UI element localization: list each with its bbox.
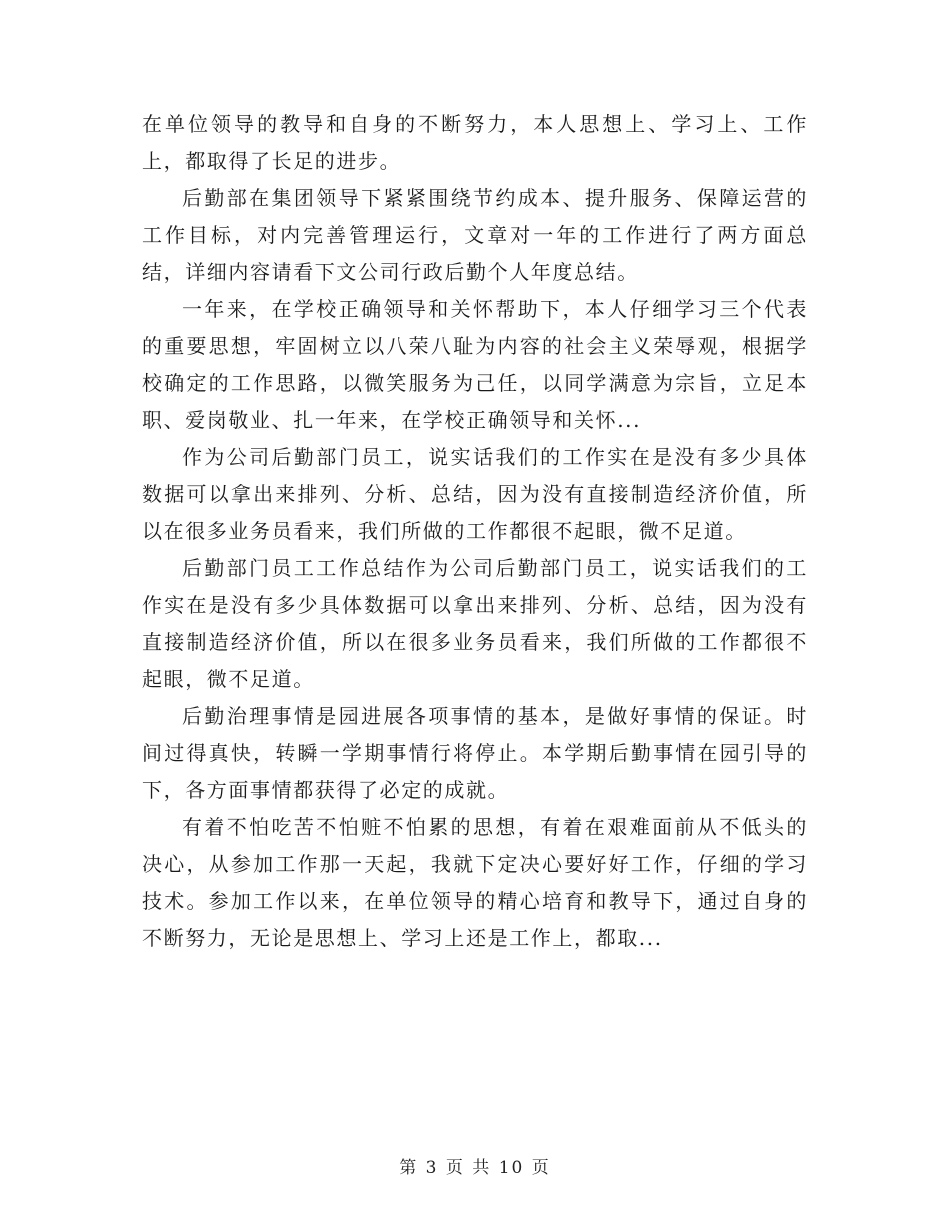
paragraph-1: 在单位领导的教导和自身的不断努力，本人思想上、学习上、工作上，都取得了长足的进步。 (142, 112, 808, 173)
paragraph-2: 后勤部在集团领导下紧紧围绕节约成本、提升服务、保障运营的工作目标，对内完善管理运行，文章对一年的工作进行了两方面总结，详细内容请看下文公司行政后勤个人年度总结。 (142, 186, 808, 284)
paragraph-5: 后勤部门员工工作总结作为公司后勤部门员工，说实话我们的工作实在是没有多少具体数据可以拿出来排列、分析、总结，因为没有直接制造经济价值，所以在很多业务员看来，我们所做的工作都很不起眼，微不足道。 (142, 556, 808, 691)
page-number-footer: 第 3 页 共 10 页 (399, 1158, 551, 1178)
paragraph-4: 作为公司后勤部门员工，说实话我们的工作实在是没有多少具体数据可以拿出来排列、分析、总结，因为没有直接制造经济价值，所以在很多业务员看来，我们所做的工作都很不起眼，微不足道。 (142, 445, 808, 543)
paragraph-3: 一年来，在学校正确领导和关怀帮助下，本人仔细学习三个代表的重要思想，牢固树立以八荣八耻为内容的社会主义荣辱观，根据学校确定的工作思路，以微笑服务为己任，以同学满意为宗旨，立足本职、爱岗敬业、扎一年来，在学校正确领导和关怀... (142, 297, 808, 432)
paragraph-7: 有着不怕吃苦不怕赃不怕累的思想，有着在艰难面前从不低头的决心，从参加工作那一天起，我就下定决心要好好工作，仔细的学习技术。参加工作以来，在单位领导的精心培育和教导下，通过自身的不断努力，无论是思想上、学习上还是工作上，都取... (142, 815, 808, 950)
paragraph-6: 后勤治理事情是园进展各项事情的基本，是做好事情的保证。时间过得真快，转瞬一学期事情行将停止。本学期后勤事情在园引导的下，各方面事情都获得了必定的成就。 (142, 704, 808, 802)
document-body (142, 106, 808, 957)
